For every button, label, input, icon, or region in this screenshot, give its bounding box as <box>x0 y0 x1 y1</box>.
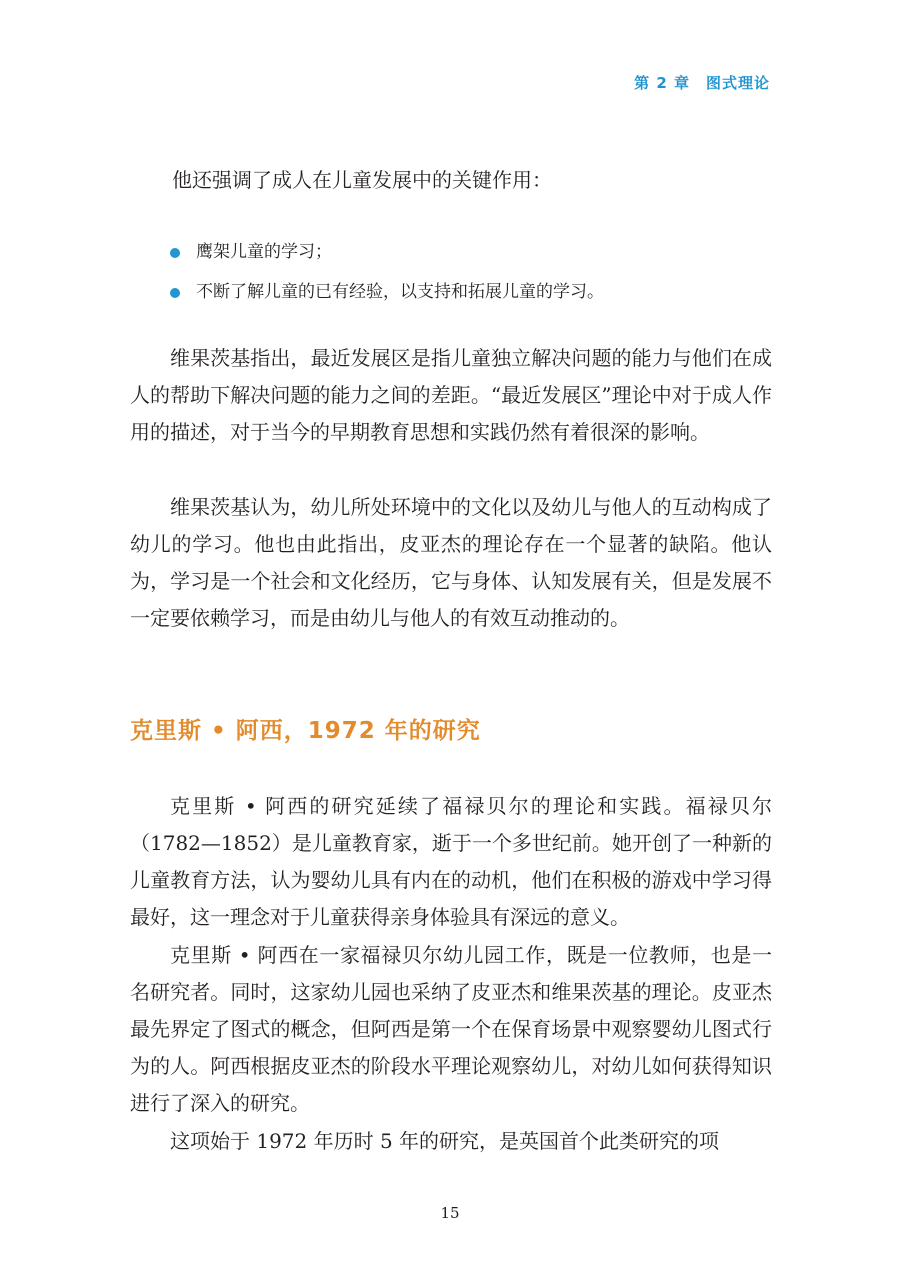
bullet-list <box>168 238 778 318</box>
bullet-dot-icon <box>170 288 180 298</box>
page-number: 15 <box>440 1204 460 1222</box>
list-item <box>168 238 778 278</box>
lead-sentence: 他还强调了成人在儿童发展中的关键作用： <box>172 168 552 192</box>
paragraph-study: 这项始于 1972 年历时 5 年的研究，是英国首个此类研究的项 <box>170 1129 720 1153</box>
bullet-text: 鹰架儿童的学习； <box>196 242 332 262</box>
bullet-dot-icon <box>170 248 180 258</box>
paragraph-vygotsky-culture: 维果茨基认为，幼儿所处环境中的文化以及幼儿与他人的互动构成了幼儿的学习。他也由此指出，皮亚杰的理论存在一个显著的缺陷。他认为，学习是一个社会和文化经历，它与身体、认知发展有关，但是发展不一定要依赖学习，而是由幼儿与他人的有效互动推动的。 <box>130 495 772 630</box>
running-header: 第 2 章 图式理论 <box>634 74 770 92</box>
list-item <box>168 278 778 318</box>
paragraph-athey-froebel: 克里斯 • 阿西的研究延续了福禄贝尔的理论和实践。福禄贝尔（1782—1852）是儿童教育家，逝于一个多世纪前。她开创了一种新的儿童教育方法，认为婴幼儿具有内在的动机，他们在积极的游戏中学习得最好，这一理念对于儿童获得亲身体验具有深远的意义。 <box>130 794 772 929</box>
section-heading: 克里斯 • 阿西，1972 年的研究 <box>130 718 481 744</box>
paragraph-athey-nursery: 克里斯 • 阿西在一家福禄贝尔幼儿园工作，既是一位教师，也是一名研究者。同时，这家幼儿园也采纳了皮亚杰和维果茨基的理论。皮亚杰最先界定了图式的概念，但阿西是第一个在保育场景中观察婴幼儿图式行为的人。阿西根据皮亚杰的阶段水平理论观察幼儿，对幼儿如何获得知识进行了深入的研究。 <box>130 943 772 1115</box>
bullet-text: 不断了解儿童的已有经验，以支持和拓展儿童的学习。 <box>196 282 604 302</box>
paragraph-zpd: 维果茨基指出，最近发展区是指儿童独立解决问题的能力与他们在成人的帮助下解决问题的能力之间的差距。“最近发展区”理论中对于成人作用的描述，对于当今的早期教育思想和实践仍然有着很深的影响。 <box>130 346 772 444</box>
